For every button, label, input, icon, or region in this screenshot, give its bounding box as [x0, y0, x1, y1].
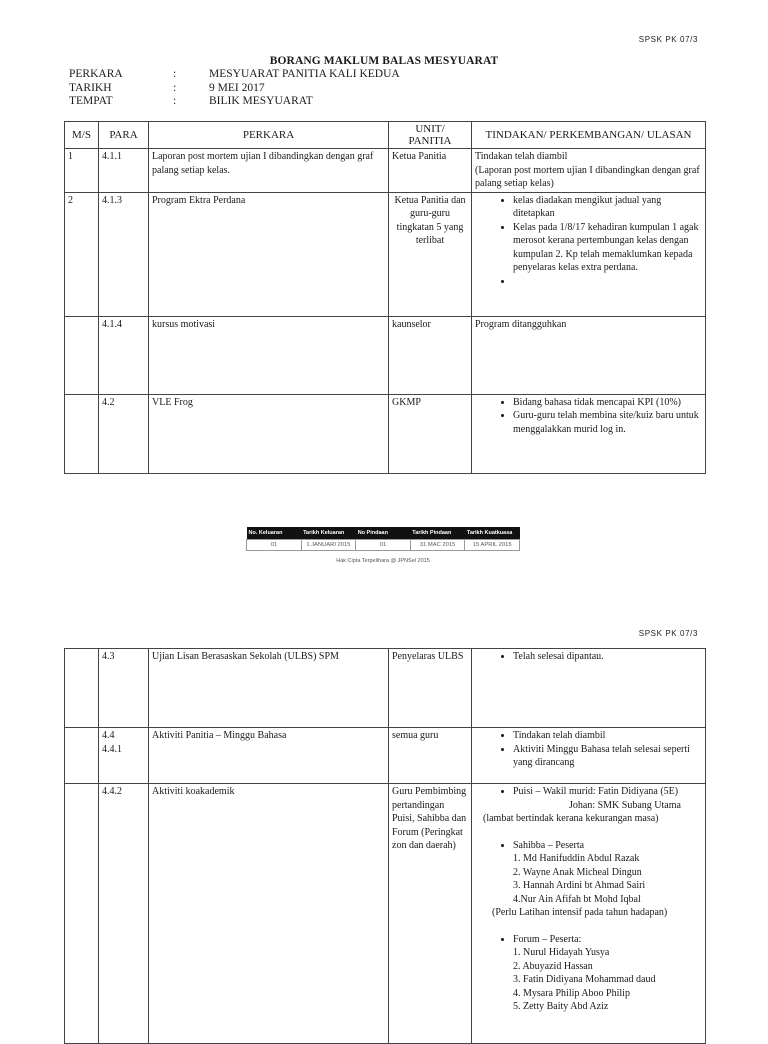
minutes-table-page2 — [64, 648, 706, 1044]
cell-para: 4.1.1 — [99, 149, 149, 193]
release-value: 31 MAC 2015 — [410, 540, 465, 551]
table-row — [65, 784, 706, 1044]
list-item: 4. Mysara Philip Aboo Philip — [513, 987, 630, 999]
meta-value: MESYUARAT PANITIA KALI KEDUA — [209, 68, 400, 80]
list-item: 2. Wayne Anak Micheal Dingun — [513, 866, 642, 878]
cell-para: 4.4.2 — [99, 784, 149, 1044]
cell-perkara: Aktiviti koakademik — [149, 784, 389, 1044]
col-header-unit — [389, 122, 472, 149]
bullet-list — [475, 729, 702, 770]
cell-perkara: Program Ektra Perdana — [149, 192, 389, 316]
release-table — [246, 527, 520, 551]
list-item: 2. Abuyazid Hassan — [513, 960, 593, 972]
sahibba-list — [475, 852, 702, 906]
release-value: 15 APRIL 2015 — [465, 540, 520, 551]
cell-para: 4.1.4 — [99, 316, 149, 394]
release-header: No. Keluaran — [247, 527, 302, 540]
cell-perkara: Laporan post mortem ujian I dibandingkan dengan graf palang setiap kelas. — [149, 149, 389, 193]
copyright-note: Hak Cipta Terpelihara @ JPNSel 2015 — [336, 558, 430, 564]
minutes-table — [64, 121, 706, 474]
list-item: 3. Hannah Ardini bt Ahmad Sairi — [513, 880, 646, 891]
table-row — [65, 394, 706, 473]
release-header: Tarikh Kuatkuasa — [465, 527, 520, 540]
puisi-note: (lambat bertindak kerana kekurangan masa) — [483, 813, 659, 824]
bullet-list — [475, 396, 702, 437]
meta-value: BILIK MESYUARAT — [209, 95, 313, 107]
list-item: 5. Zetty Baity Abd Aziz — [513, 1001, 609, 1012]
bullet-item-puisi: • Puisi – Wakil murid: Fatin Didiyana (5E) — [513, 785, 702, 799]
cell-unit: kaunselor — [389, 316, 472, 394]
col-header-unit-line2: PANITIA — [408, 135, 452, 147]
puisi-johan: Johan: SMK Subang Utama — [569, 799, 681, 811]
release-header: Tarikh Pindaan — [410, 527, 465, 540]
cell-tindakan: Program ditangguhkan — [472, 316, 706, 394]
spacer — [475, 920, 702, 933]
meta-row-perkara — [69, 68, 400, 82]
bullet-item-sahibba: • Sahibba – Peserta — [513, 839, 702, 853]
table-row — [65, 316, 706, 394]
bullet-item: • Kelas pada 1/8/17 kehadiran kumpulan 1 agak merosot kerana pertembungan kelas dengan kumpulan 2. Kp telah memaklumkan kepada penyelaras kelas extra perdana. — [513, 221, 702, 275]
meta-row-tempat — [69, 95, 400, 109]
cell-perkara: Aktiviti Panitia – Minggu Bahasa — [149, 728, 389, 784]
para-line: 4.4.1 — [102, 743, 122, 755]
cell-tindakan — [472, 149, 706, 193]
cell-perkara: Ujian Lisan Berasaskan Sekolah (ULBS) SPM — [149, 649, 389, 728]
bullet-item: • Guru-guru telah membina site/kuiz baru untuk menggalakkan murid log in. — [513, 409, 702, 436]
cell-unit: GKMP — [389, 394, 472, 473]
bullet-list — [475, 650, 702, 664]
meta-colon: : — [173, 95, 177, 107]
list-item: 3. Fatin Didiyana Mohammad daud — [513, 974, 656, 985]
release-value: 01 — [247, 540, 302, 551]
release-value: 1 JANUARI 2015 — [301, 540, 356, 551]
sahibba-note: (Perlu Latihan intensif pada tahun hadapan) — [492, 907, 668, 918]
cell-ms — [65, 316, 99, 394]
meta-colon: : — [173, 68, 177, 80]
cell-perkara: VLE Frog — [149, 394, 389, 473]
col-header-ms: M/S — [65, 122, 99, 149]
bullet-item: • Aktiviti Minggu Bahasa telah selesai seperti yang dirancang — [513, 743, 702, 770]
meta-label: PERKARA — [69, 68, 123, 80]
bullet-list — [475, 194, 702, 289]
form-title: BORANG MAKLUM BALAS MESYUARAT — [269, 55, 499, 67]
meta-label: TARIKH — [69, 81, 112, 94]
cell-unit: Ketua Panitia — [389, 149, 472, 193]
col-header-tindakan: TINDAKAN/ PERKEMBANGAN/ ULASAN — [472, 122, 706, 149]
cell-ms — [65, 649, 99, 728]
cell-ms — [65, 784, 99, 1044]
meta-row-tarikh — [69, 82, 400, 96]
cell-ms — [65, 728, 99, 784]
release-value: 01 — [356, 540, 411, 551]
cell-unit: Penyelaras ULBS — [389, 649, 472, 728]
bullet-item: • Tindakan telah diambil — [513, 729, 702, 743]
cell-tindakan — [472, 192, 706, 316]
tindakan-line: (Laporan post mortem ujian I dibandingkan dengan graf palang setiap kelas) — [475, 164, 700, 189]
tindakan-line: Tindakan telah diambil — [475, 151, 568, 162]
forum-list — [475, 946, 702, 1014]
cell-unit: Guru Pembimbing pertandingan Puisi, Sahibba dan Forum (Peringkat zon dan daerah) — [389, 784, 472, 1044]
list-item: 1. Md Hanifuddin Abdul Razak — [513, 853, 640, 864]
bullet-item: • Bidang bahasa tidak mencapai KPI (10%) — [513, 396, 702, 410]
bullet-item — [513, 275, 702, 289]
cell-ms — [65, 394, 99, 473]
bullet-list — [475, 785, 702, 799]
spacer — [475, 826, 702, 839]
col-header-perkara: PERKARA — [149, 122, 389, 149]
cell-tindakan — [472, 728, 706, 784]
cell-tindakan — [472, 394, 706, 473]
bullet-item: • kelas diadakan mengikut jadual yang ditetapkan — [513, 194, 702, 221]
para-line: 4.4 — [102, 730, 115, 741]
release-header: No Pindaan — [356, 527, 411, 540]
bullet-item: • Telah selesai dipantau. — [513, 650, 702, 664]
cell-para — [99, 728, 149, 784]
list-item: 1. Nurul Hidayah Yusya — [513, 947, 610, 958]
meeting-meta — [69, 68, 400, 109]
meta-colon: : — [173, 81, 177, 94]
table-header-row — [65, 122, 706, 149]
list-item: 4.Nur Ain Afifah bt Mohd Iqbal — [513, 893, 641, 905]
cell-unit: semua guru — [389, 728, 472, 784]
cell-tindakan — [472, 649, 706, 728]
table-row — [65, 192, 706, 316]
bullet-item-forum: • Forum – Peserta: — [513, 933, 702, 947]
form-code: SPSK PK 07/3 — [638, 35, 698, 44]
table-row — [65, 728, 706, 784]
cell-unit: Ketua Panitia dan guru-guru tingkatan 5 yang terlibat — [389, 192, 472, 316]
cell-ms: 1 — [65, 149, 99, 193]
table-row — [65, 649, 706, 728]
meta-value: 9 MEI 2017 — [209, 81, 265, 94]
col-header-unit-line1: UNIT/ — [415, 123, 445, 135]
cell-tindakan — [472, 784, 706, 1044]
cell-ms: 2 — [65, 192, 99, 316]
table-row — [65, 149, 706, 193]
meta-label: TEMPAT — [69, 95, 113, 107]
release-header-row — [247, 527, 520, 540]
cell-para: 4.1.3 — [99, 192, 149, 316]
release-info — [246, 527, 520, 551]
bullet-list — [475, 933, 702, 947]
cell-para: 4.2 — [99, 394, 149, 473]
form-code-page2: SPSK PK 07/3 — [638, 629, 698, 638]
bullet-list — [475, 839, 702, 853]
cell-para: 4.3 — [99, 649, 149, 728]
release-value-row — [247, 540, 520, 551]
cell-perkara: kursus motivasi — [149, 316, 389, 394]
release-header: Tarikh Keluaran — [301, 527, 356, 540]
col-header-para: PARA — [99, 122, 149, 149]
